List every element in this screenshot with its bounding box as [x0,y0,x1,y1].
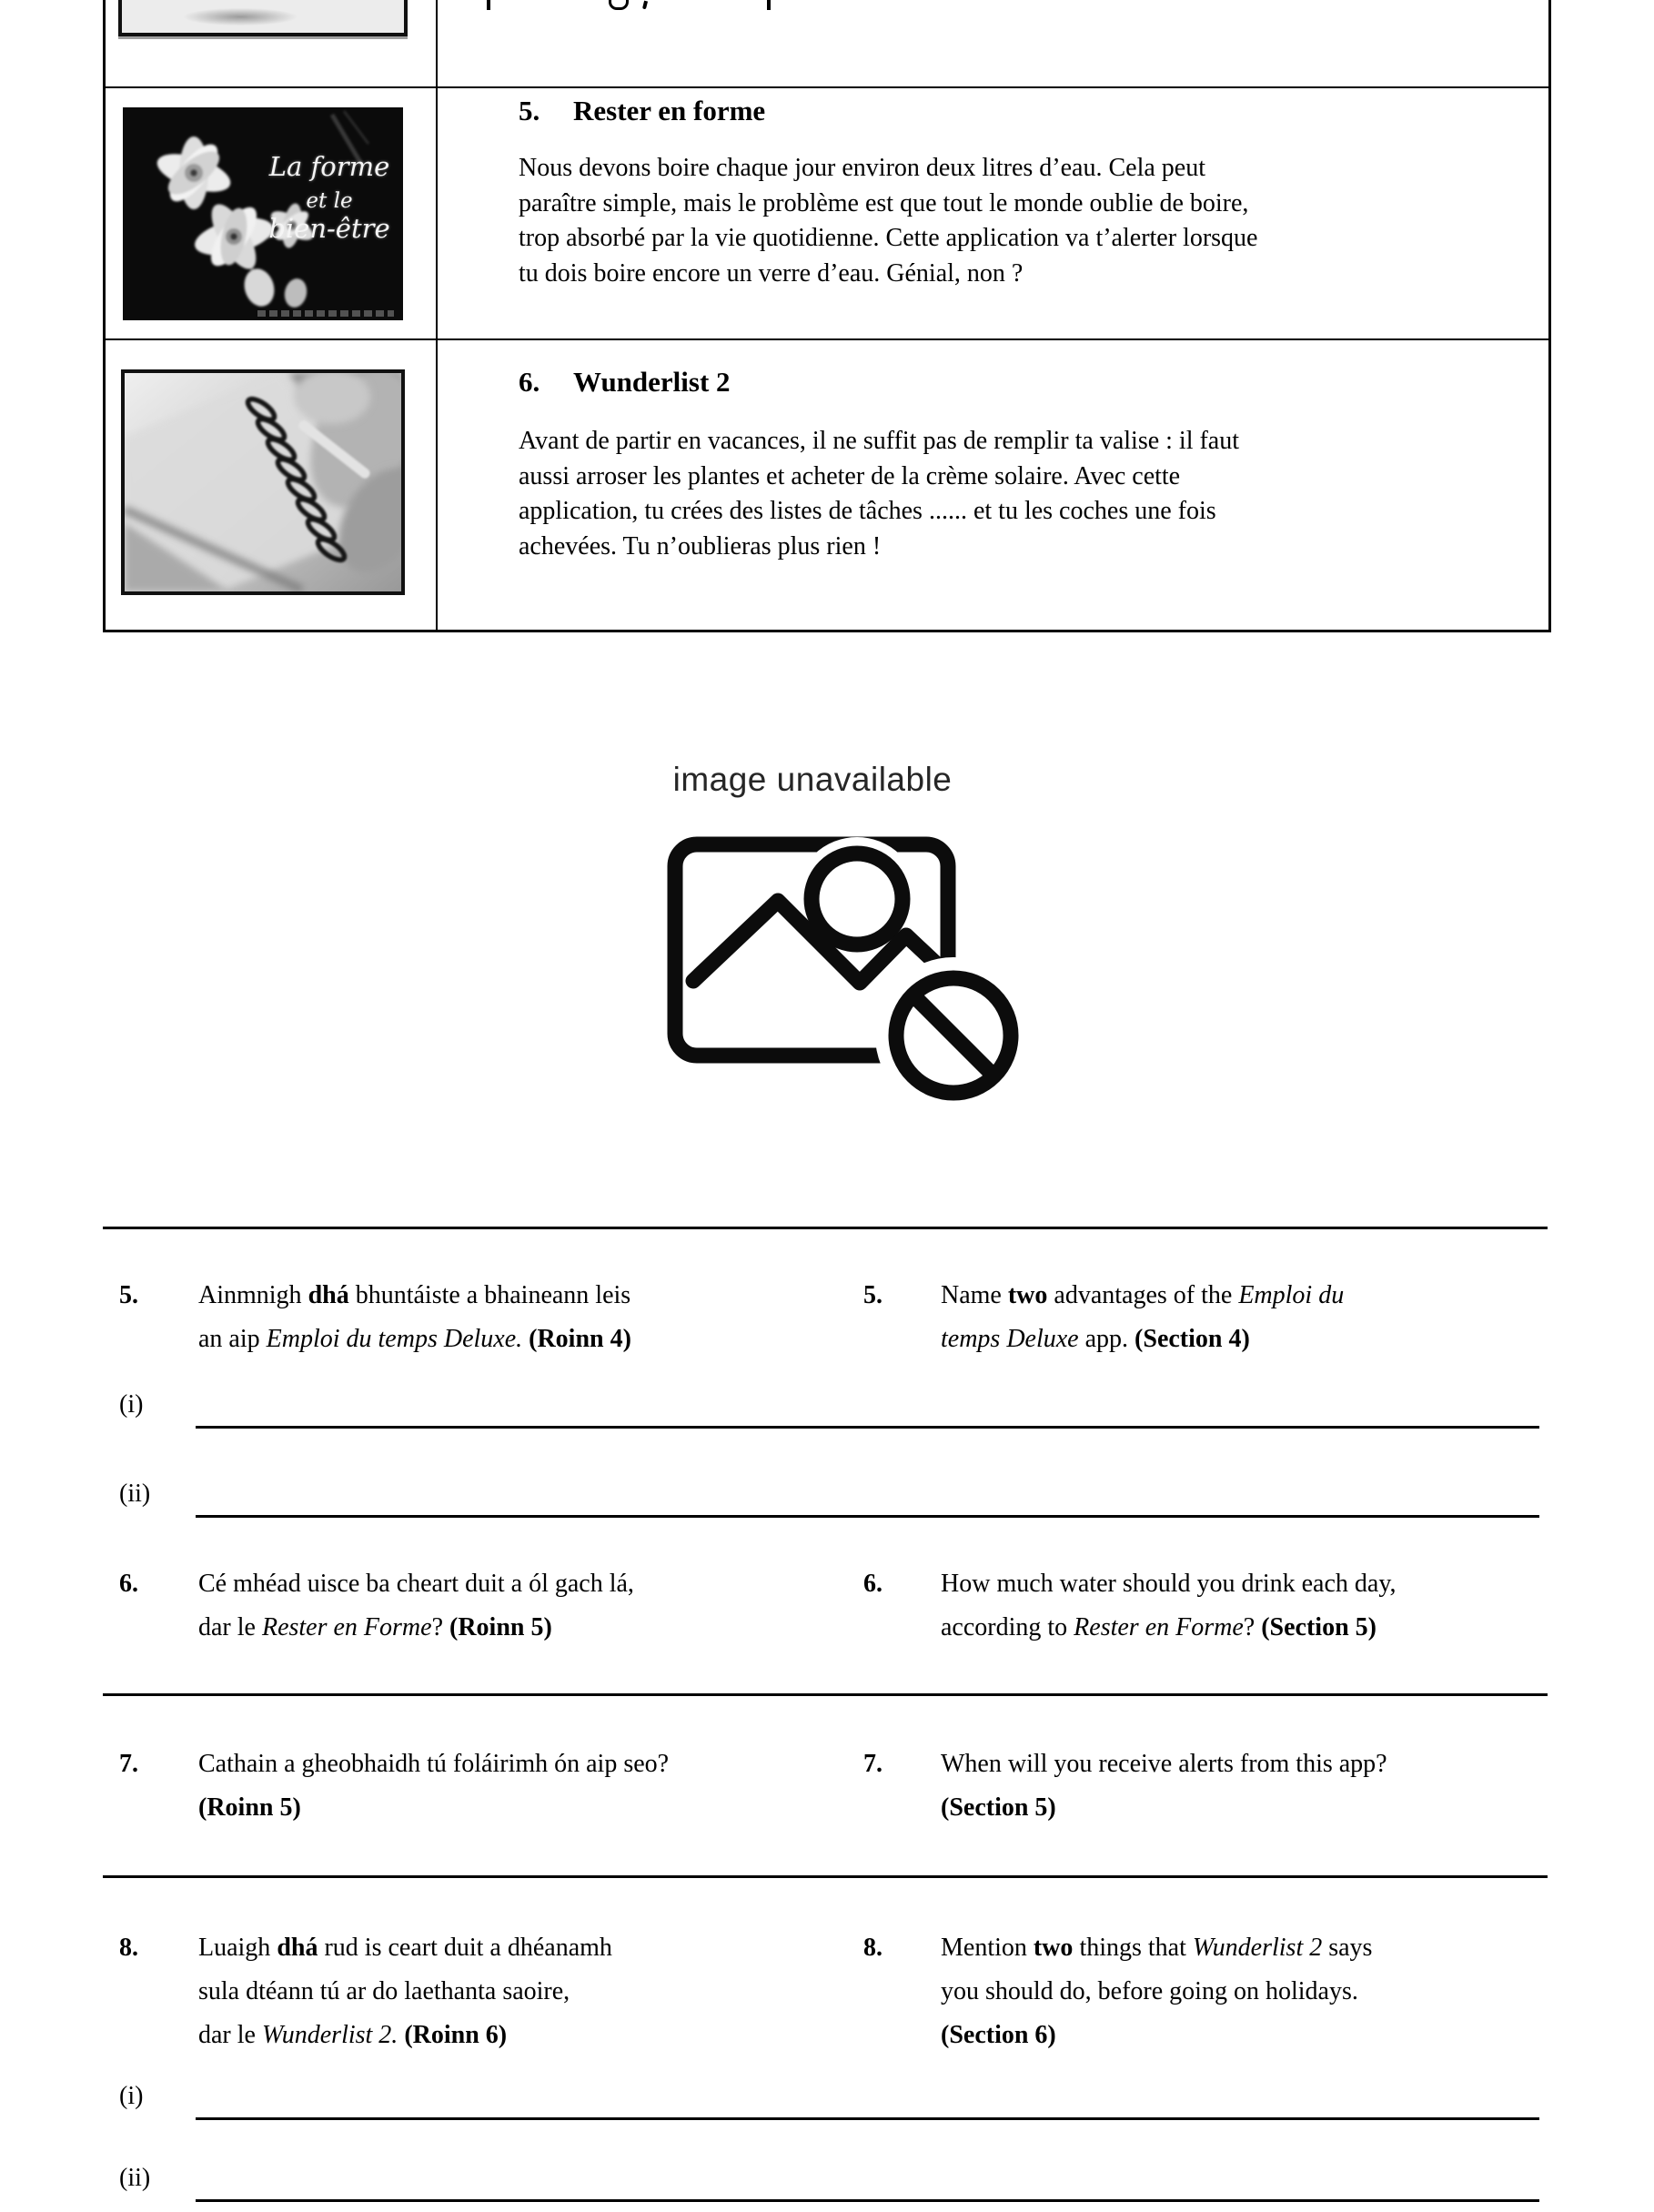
question-number-irish: 7. [119,1750,138,1778]
question-text-irish: Ainmnigh dhá bhuntáiste a bhaineann leis an aip Emploi du temps Deluxe. (Roinn 4) [198,1281,631,1353]
passage-6-heading [519,366,731,399]
answer-line [196,2117,1539,2120]
question-text-english: How much water should you drink each day, according to Rester en Forme? (Section 5) [941,1570,1397,1641]
caption-line: La forme [268,151,390,182]
cut-off-image [118,0,408,36]
passage-title: Wunderlist 2 [573,366,731,398]
passage-line: tu dois boire encore un verre d’eau. Génial, non ? [519,258,1024,288]
question-number-english: 6. [863,1570,882,1598]
answer-label-i: (i) [119,1390,144,1419]
question-number-irish: 8. [119,1934,138,1962]
passage-line: achevées. Tu n’oublieras plus rien ! [519,531,882,561]
answer-line-full [103,1693,1548,1696]
question-number-english: 7. [863,1750,882,1778]
answer-label-ii: (ii) [119,1480,151,1508]
passage-number: 6. [519,366,540,398]
notebook-photo [121,369,405,595]
table-column-divider [436,0,438,630]
question-text-irish: Luaigh dhá rud is ceart duit a dhéanamh sula dtéann tú ar do laethanta saoire, dar le Wunderlist 2. (Roinn 6) [198,1934,612,2049]
question-text-english: When will you receive alerts from this app? (Section 5) [941,1750,1387,1822]
question-number-english: 8. [863,1934,882,1962]
passage-line: aussi arroser les plantes et acheter de la crème solaire. Avec cette [519,461,1181,490]
question-number-irish: 6. [119,1570,138,1598]
question-text-english: Name two advantages of the Emploi du temps Deluxe app. (Section 4) [941,1281,1345,1353]
image-unavailable-icon [655,833,1037,1133]
answer-line [196,1515,1539,1518]
question-number-english: 5. [863,1281,882,1309]
watermark-url [257,310,394,317]
caption-line: et le [306,189,353,213]
section-divider-line [103,1227,1548,1229]
passage-line: trop absorbé par la vie quotidienne. Cette application va t’alerter lorsque [519,224,1258,252]
answer-line [196,1426,1539,1429]
spiral-notebook-graphic [125,373,401,591]
passage-line: Nous devons boire chaque jour environ deux litres d’eau. Cela peut [519,154,1206,182]
answer-line-full [103,1875,1548,1878]
orchid-photo [123,107,403,320]
passage-5-text [519,151,1257,291]
passage-line: Avant de partir en vacances, il ne suffit pas de remplir ta valise : il faut [519,427,1240,455]
answer-label-i: (i) [119,2082,144,2110]
passage-line: application, tu crées des listes de tâches ...... et tu les coches une fois [519,497,1216,525]
caption-line: bien-être [268,213,390,244]
question-text-english: Mention two things that Wunderlist 2 says you should do, before going on holidays. (Section 6) [941,1934,1373,2049]
question-text-irish: Cé mhéad uisce ba cheart duit a ól gach lá, dar le Rester en Forme? (Roinn 5) [198,1570,634,1641]
passage-line: paraître simple, mais le problème est que tout le monde oublie de boire, [519,188,1249,217]
passage-title: Rester en forme [573,95,766,126]
answer-label-ii: (ii) [119,2164,151,2192]
image-unavailable-label: image unavailable [672,761,953,798]
orchid-caption [261,107,398,320]
table-row-divider [106,86,1548,88]
passage-5-heading [519,95,765,127]
passage-6-text [519,424,1239,564]
table-row-divider [106,338,1548,340]
question-text-irish: Cathain a gheobhaidh tú foláirimh ón aip seo? (Roinn 5) [198,1750,670,1822]
answer-line [196,2199,1539,2202]
passage-number: 5. [519,95,540,126]
question-number-irish: 5. [119,1281,138,1309]
